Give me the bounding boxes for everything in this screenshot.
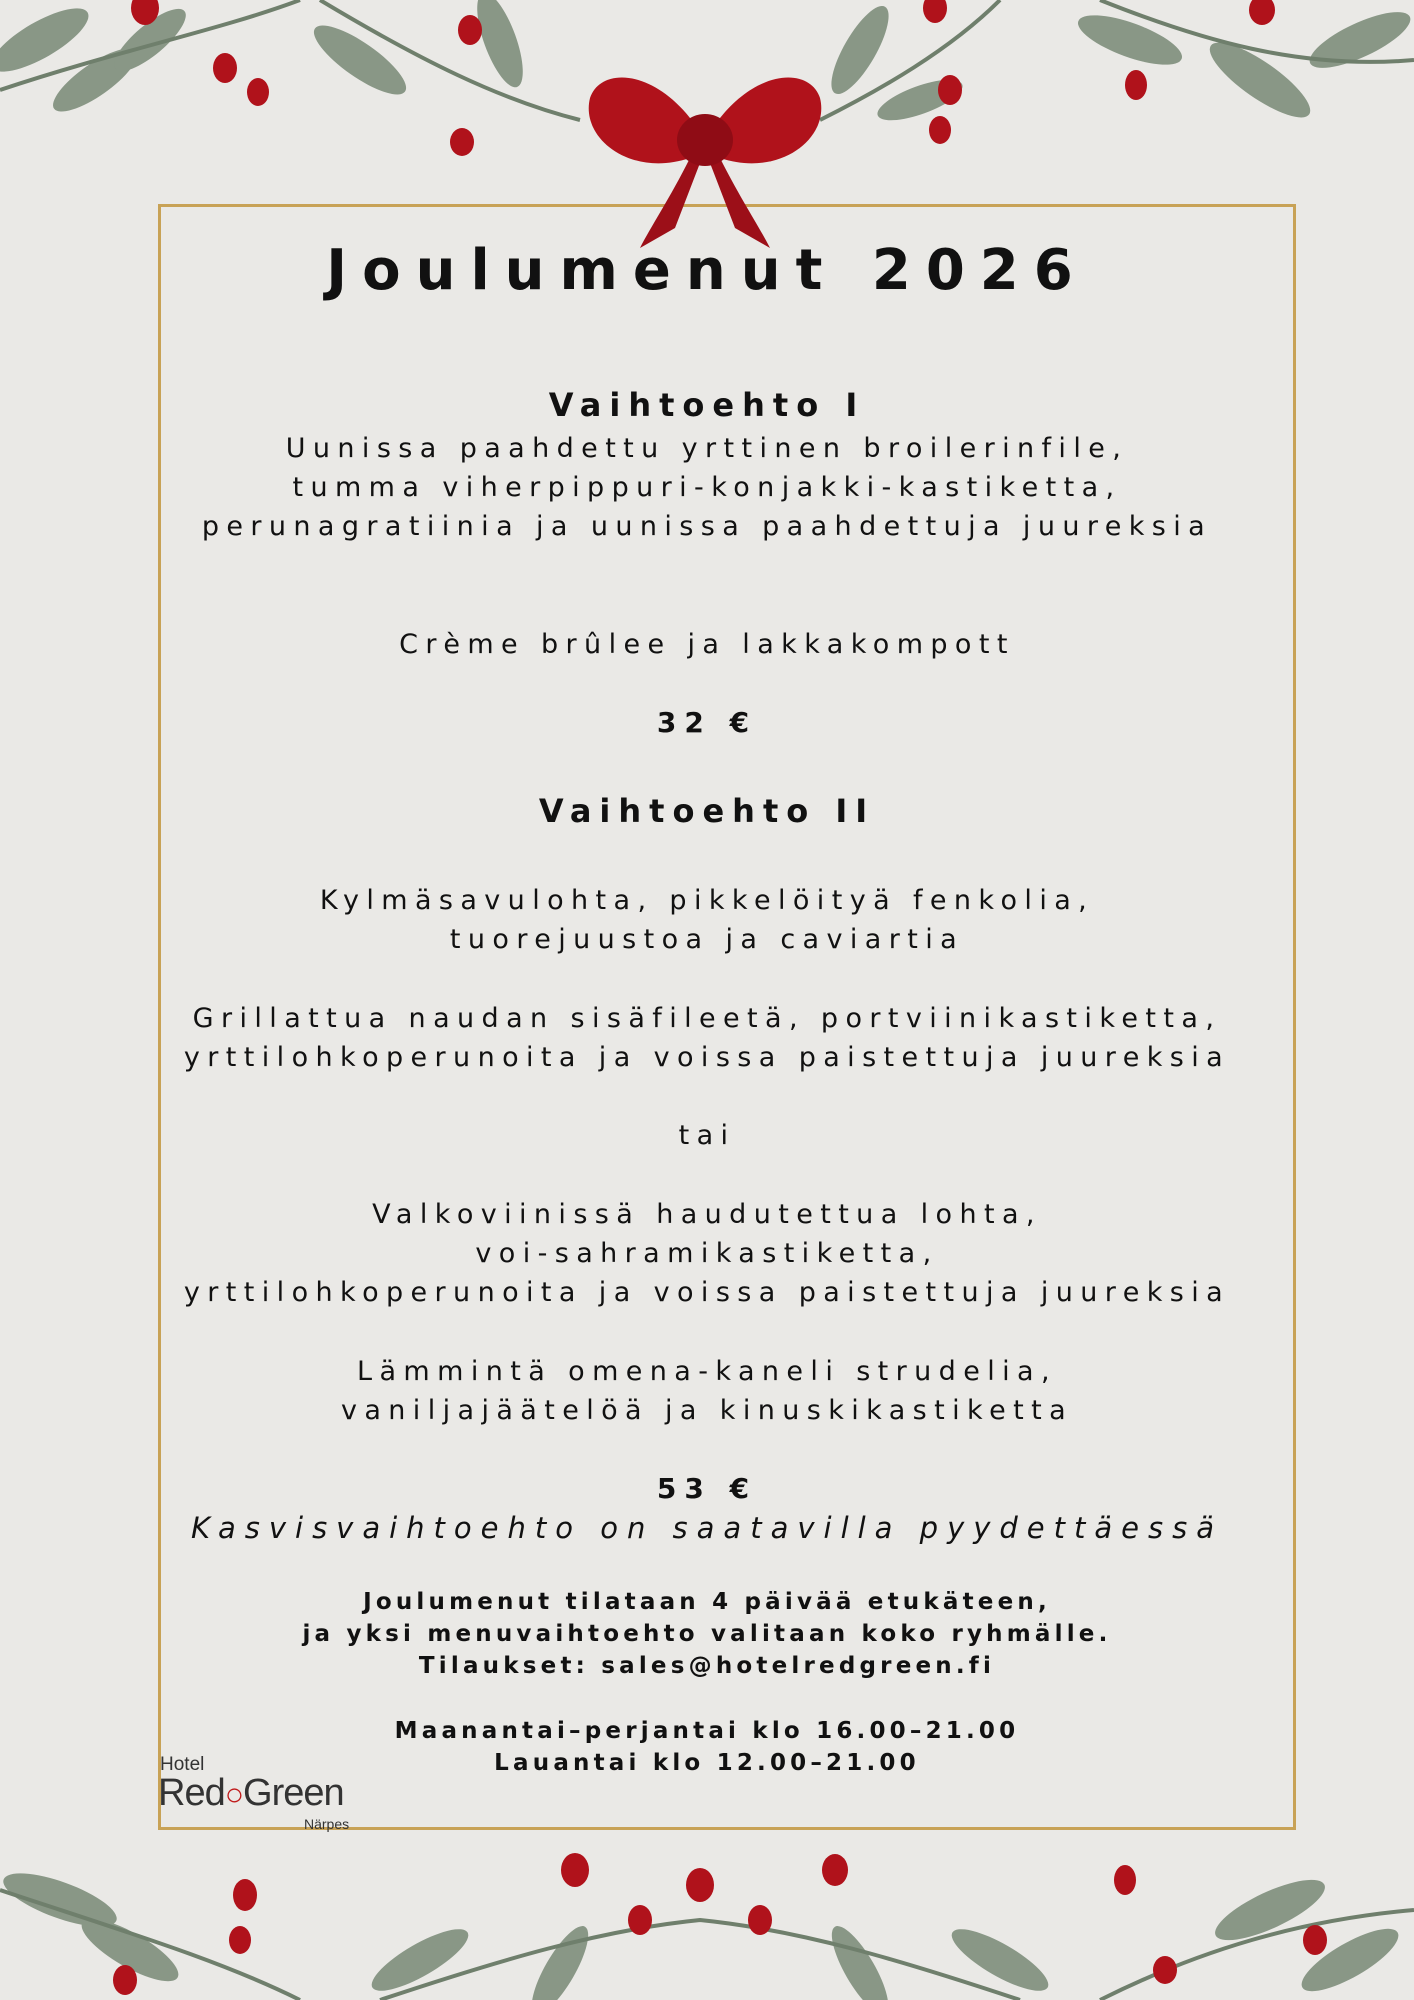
option-1-price: 32 € — [656, 706, 758, 739]
option-2-or-text: tai — [678, 1120, 736, 1151]
option-1-main-line: tumma viherpippuri-konjakki-kastiketta, — [292, 472, 1122, 503]
ordering-info-line: Joulumenut tilataan 4 päivää etukäteen, — [363, 1589, 1051, 1615]
option-2-main1-line: yrttilohkoperunoita ja voissa paistettuja juureksia — [183, 1042, 1231, 1073]
option-2-dessert-line: Lämmintä omena-kaneli strudelia, — [357, 1356, 1057, 1387]
page-title: Joulumenut 2026 — [326, 238, 1088, 303]
option-1-dessert: Crème brûlee ja lakkakompott — [399, 629, 1015, 660]
logo-hotel-text: Hotel — [160, 1754, 205, 1775]
option-1-main-line: perunagratiinia ja uunissa paahdettuja juureksia — [201, 511, 1213, 542]
opening-hours-line: Maanantai–perjantai klo 16.00–21.00 — [394, 1718, 1020, 1744]
hotel-logo — [158, 1754, 388, 1832]
option-2-main2-line: voi-sahramikastiketta, — [475, 1238, 939, 1269]
ordering-email-line: Tilaukset: sales@hotelredgreen.fi — [418, 1653, 996, 1679]
logo-wordmark: Red○Green — [158, 1772, 344, 1814]
tomato-icon: ○ — [224, 1776, 244, 1812]
option-2-main2-line: yrttilohkoperunoita ja voissa paistettuja juureksia — [183, 1277, 1231, 1308]
option-2-dessert-line: vaniljajäätelöä ja kinuskikastiketta — [340, 1395, 1074, 1426]
bottom-foliage-decoration — [0, 1850, 1414, 2000]
option-2-heading: Vaihtoehto II — [538, 792, 876, 830]
option-2-main1-line: Grillattua naudan sisäfileetä, portviinikastiketta, — [192, 1003, 1222, 1034]
option-1-heading: Vaihtoehto I — [548, 386, 866, 424]
option-2-main2-line: Valkoviinissä haudutettua lohta, — [372, 1199, 1042, 1230]
vegetarian-note: Kasvisvaihtoehto on saatavilla pyydettäessä — [190, 1511, 1223, 1545]
logo-place-text: Närpes — [304, 1816, 350, 1832]
option-2-price: 53 € — [656, 1472, 758, 1505]
option-2-starter-line: tuorejuustoa ja caviartia — [449, 924, 965, 955]
option-1-main-line: Uunissa paahdettu yrttinen broilerinfile, — [285, 433, 1129, 464]
ordering-info-line: ja yksi menuvaihtoehto valitaan koko ryhmälle. — [302, 1621, 1112, 1647]
red-bow-decoration — [580, 58, 830, 258]
opening-hours-line: Lauantai klo 12.00–21.00 — [494, 1750, 920, 1776]
option-2-starter-line: Kylmäsavulohta, pikkelöityä fenkolia, — [319, 885, 1095, 916]
